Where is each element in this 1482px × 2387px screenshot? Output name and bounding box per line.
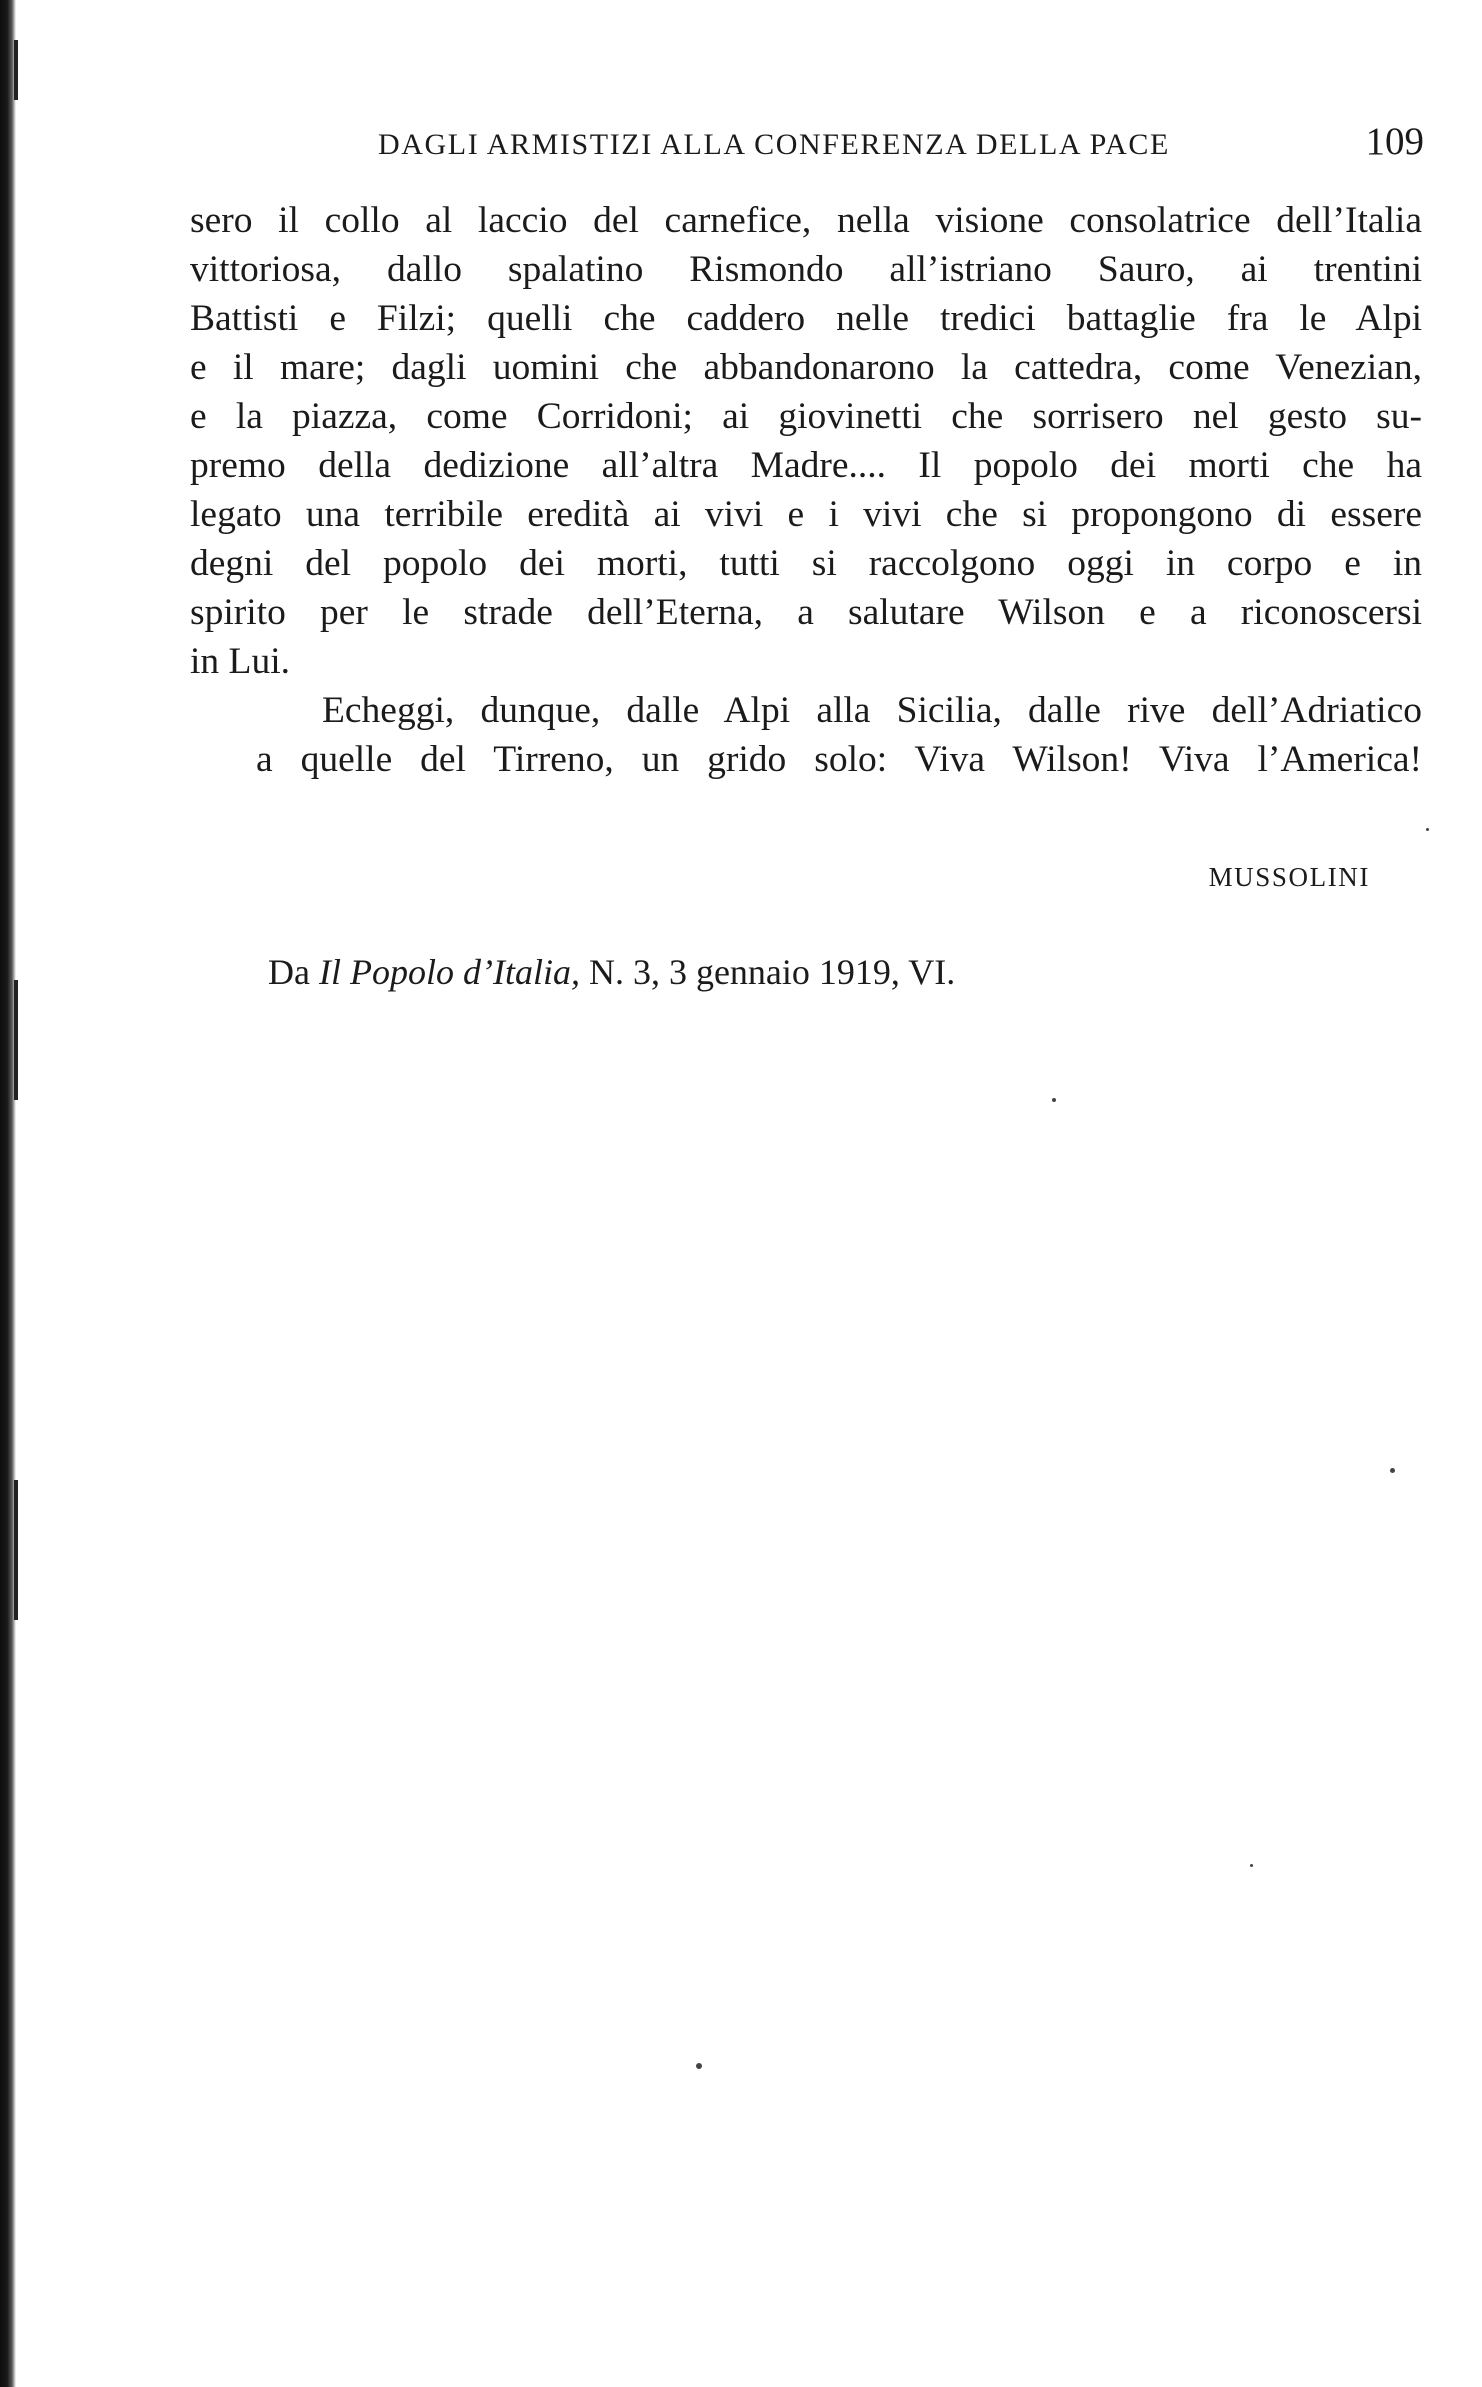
paragraph [190,686,1422,784]
page-spine-shadow [0,0,16,2387]
source-prefix: Da [268,952,319,992]
body-text [190,196,1422,784]
text-line: premo della dedizione all’altra Madre.... Il popolo dei morti che ha [190,445,1422,486]
text-line: spirito per le strade dell’Eterna, a salutare Wilson e a riconoscersi [190,592,1422,633]
text-line: Battisti e Filzi; quelli che caddero nelle tredici battaglie fra le Alpi [190,298,1422,339]
source-title: Il Popolo d’Italia, [318,952,580,992]
paper-speck [1052,1098,1056,1102]
text-line: a quelle del Tirreno, un grido solo: Viva Wilson! Viva l’America! [256,739,1422,780]
text-line: e il mare; dagli uomini che abbandonarono la cattedra, come Venezian, [190,347,1422,388]
source-suffix: N. 3, 3 gennaio 1919, VI. [579,952,956,992]
text-line: degni del popolo dei morti, tutti si raccolgono oggi in corpo e in [190,543,1422,584]
running-head: DAGLI ARMISTIZI ALLA CONFERENZA DELLA PACE [378,128,1170,161]
text-line: legato una terribile eredità ai vivi e i vivi che si propongono di essere [190,494,1422,535]
paper-speck [1250,1864,1253,1867]
paragraph [190,196,1422,686]
paper-speck [696,2063,702,2069]
text-line: in Lui. [190,641,290,682]
text-line: sero il collo al laccio del carnefice, nella visione consolatrice dell’Italia [190,200,1422,241]
spine-mark [14,980,18,1100]
paper-speck [1390,1468,1395,1473]
spine-mark [14,40,18,100]
spine-mark [14,1480,18,1620]
signature: MUSSOLINI [1208,862,1370,892]
page-number: 109 [1365,120,1424,163]
text-line: e la piazza, come Corridoni; ai giovinetti che sorrisero nel gesto su- [190,396,1422,437]
paper-speck [1426,828,1429,831]
text-line: Echeggi, dunque, dalle Alpi alla Sicilia, dalle rive dell’Adriatico [322,690,1422,731]
source-citation [268,951,955,993]
text-line: vittoriosa, dallo spalatino Rismondo all’istriano Sauro, ai trentini [190,249,1422,290]
